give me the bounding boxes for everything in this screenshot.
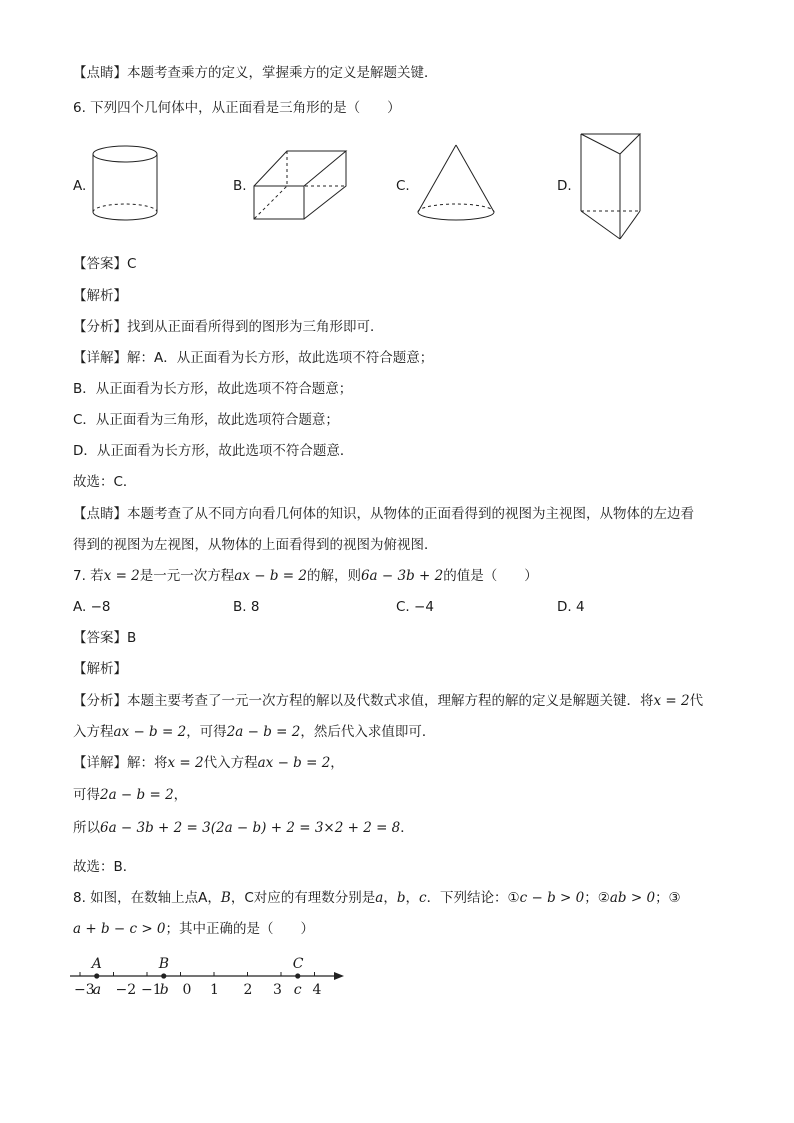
point-dot xyxy=(94,973,99,978)
question-8-cont: a + b − c > 0；其中正确的是（ ） xyxy=(73,921,315,937)
note-line: 【点睛】本题考查乘方的定义，掌握乘方的定义是解题关键． xyxy=(73,65,438,81)
analysis-line: 入方程ax − b = 2，可得2a − b = 2，然后代入求值即可． xyxy=(73,724,436,740)
detail-line: 所以6a − 3b + 2 = 3(2a − b) + 2 = 3×2 + 2 = 8． xyxy=(73,820,414,836)
tick-label: −2 xyxy=(115,982,137,998)
option-a: A. −8 xyxy=(73,599,111,615)
tick-label: 0 xyxy=(182,982,192,998)
option-b-label: B. xyxy=(233,178,247,194)
option-c: C. −4 xyxy=(396,599,434,615)
analysis-heading: 【解析】 xyxy=(73,288,127,304)
analysis-line: 【分析】本题主要考查了一元一次方程的解以及代数式求值，理解方程的解的定义是解题关键．将x = 2代 xyxy=(73,693,704,709)
option-d: D. 4 xyxy=(557,599,585,615)
analysis-line: 【分析】找到从正面看所得到的图形为三角形即可． xyxy=(73,319,384,335)
cone-figure xyxy=(414,143,499,228)
note-line: 得到的视图为左视图，从物体的上面看得到的视图为俯视图． xyxy=(73,537,438,553)
tick-label: −1 xyxy=(141,982,162,998)
note-line: 【点睛】本题考查了从不同方向看几何体的知识，从物体的正面看得到的视图为主视图，从物体的左边看 xyxy=(73,506,694,522)
option-a-label: A. xyxy=(73,178,87,194)
question-8: 8. 如图，在数轴上点A，B，C对应的有理数分别是a，b，c．下列结论：①c − b > 0；②ab > 0；③ xyxy=(73,890,681,906)
point-dot xyxy=(295,973,300,978)
detail-line: C．从正面看为三角形，故此选项符合题意； xyxy=(73,412,339,428)
choice-line: 故选：B． xyxy=(73,859,137,875)
question-6: 6. 下列四个几何体中，从正面看是三角形的是（ ） xyxy=(73,100,401,116)
tick-label: 3 xyxy=(273,982,282,998)
detail-line: B．从正面看为长方形，故此选项不符合题意； xyxy=(73,381,353,397)
point-label: C xyxy=(292,956,304,972)
cylinder-figure xyxy=(90,144,170,226)
analysis-heading: 【解析】 xyxy=(73,661,127,677)
axis-arrow xyxy=(334,972,344,980)
question-7: 7. 若x = 2是一元一次方程ax − b = 2的解，则6a − 3b + 2的值是（ ） xyxy=(73,568,538,584)
choice-line: 故选：C． xyxy=(73,474,137,490)
point-label: B xyxy=(158,956,170,972)
detail-line: 【详解】解：将x = 2代入方程ax − b = 2， xyxy=(73,755,344,771)
option-c-label: C. xyxy=(396,178,410,194)
point-var: b xyxy=(159,982,169,998)
answer-label: 【答案】C xyxy=(73,256,137,272)
point-dot xyxy=(161,973,166,978)
detail-line: 可得2a − b = 2， xyxy=(73,787,188,803)
detail-line: 【详解】解：A．从正面看为长方形，故此选项不符合题意； xyxy=(73,350,434,366)
tick-label: −3 xyxy=(74,982,95,998)
detail-line: D．从正面看为长方形，故此选项不符合题意． xyxy=(73,443,354,459)
point-var: a xyxy=(92,982,102,998)
option-b: B. 8 xyxy=(233,599,260,615)
number-line xyxy=(60,948,360,998)
answer-label: 【答案】B xyxy=(73,630,137,646)
tick-label: 1 xyxy=(210,982,219,998)
tick-label: 4 xyxy=(312,982,322,998)
point-var: c xyxy=(293,982,302,998)
point-label: A xyxy=(91,956,102,972)
option-d-label: D. xyxy=(557,178,572,194)
prism-figure xyxy=(578,131,648,243)
cuboid-figure xyxy=(252,148,352,223)
tick-label: 2 xyxy=(243,982,253,998)
